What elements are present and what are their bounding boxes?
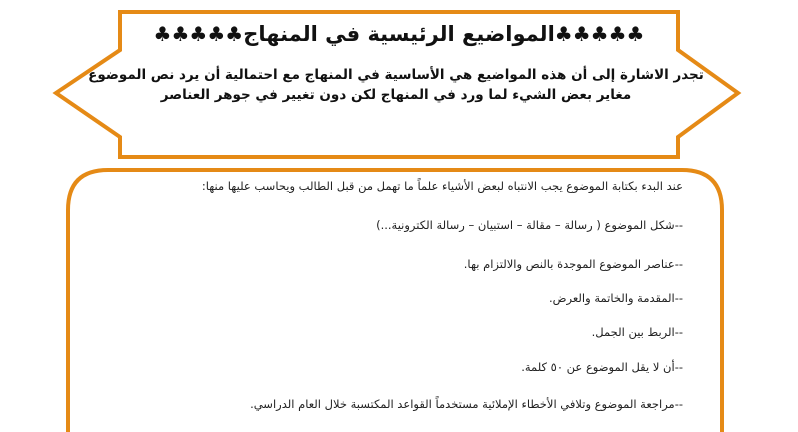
- list-item: --أن لا يقل الموضوع عن ٥٠ كلمة.: [521, 360, 683, 374]
- list-item: --شكل الموضوع ( رسالة – مقالة – استبيان – رسالة الكترونية...): [376, 218, 683, 232]
- list-item: --عناصر الموضوع الموجدة بالنص والالتزام بها.: [463, 257, 683, 271]
- list-item: --المقدمة والخاتمة والعرض.: [548, 291, 683, 305]
- title-text: المواضيع الرئيسية في المنهاج: [243, 22, 555, 46]
- notes-lead: عند البدء بكتابة الموضوع يجب الانتباه لبعض الأشياء علماً ما تهمل من قبل الطالب ويحاسب عليها منها:: [201, 179, 683, 193]
- clubs-decoration-right: ♣♣♣♣♣: [554, 22, 645, 46]
- page-title: [0, 22, 798, 46]
- intro-note: [70, 65, 722, 105]
- intro-line-2: مغاير بعض الشيء لما ورد في المنهاج لكن دون تغيير في جوهر العناصر: [160, 87, 632, 103]
- clubs-decoration-left: ♣♣♣♣♣: [153, 22, 244, 46]
- intro-line-1: تجدر الاشارة إلى أن هذه المواضيع هي الأساسية في المنهاج مع احتمالية أن يرد نص الموضوع: [88, 67, 704, 83]
- list-item: --مراجعة الموضوع وتلافي الأخطاء الإملائية مستخدماً القواعد المكتسبة خلال العام الدراسي.: [250, 397, 683, 411]
- list-item: --الربط بين الجمل.: [591, 325, 683, 339]
